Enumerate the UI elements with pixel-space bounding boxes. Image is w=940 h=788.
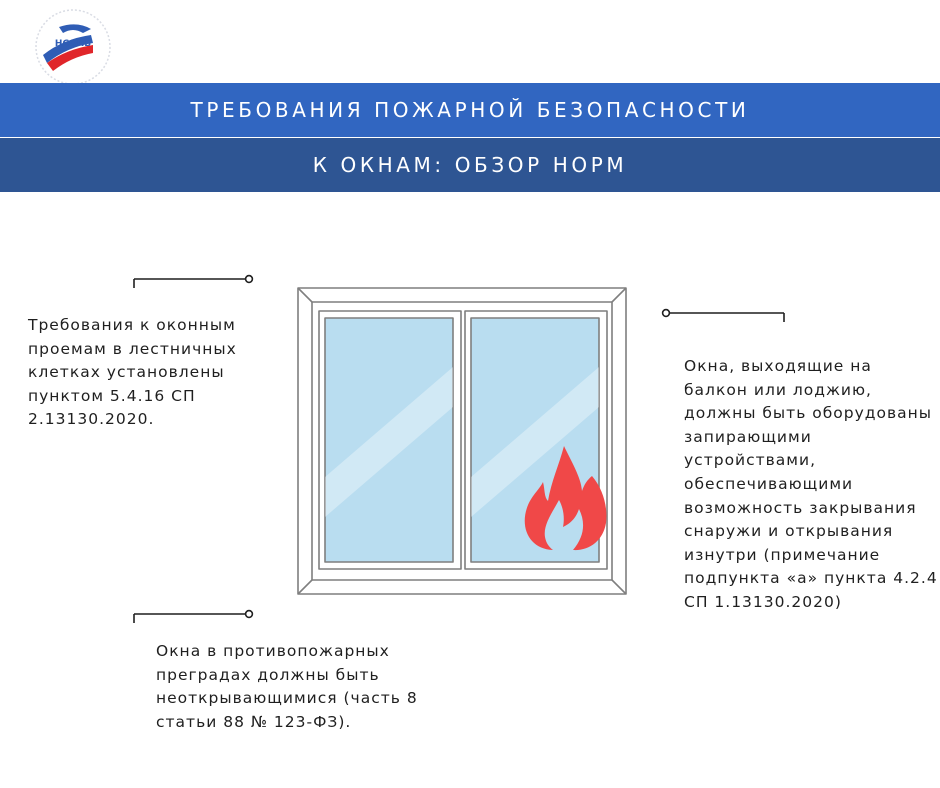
logo-text: НСОПБ (54, 39, 92, 49)
connector-right-dot (663, 310, 670, 317)
note-stairwell-windows: Требования к оконным проемам в лестничных клетках установлены пунктом 5.4.16 СП 2.13130.2020. (28, 316, 237, 429)
window-fire-icon (297, 287, 629, 597)
connector-left-dot (246, 276, 253, 283)
note-balcony-windows: Окна, выходящие на балкон или лоджию, должны быть оборудованы запирающими устройствами, обеспечивающими возможность закрывания снаружи и открывания изнутри (примечание подпункта «а» пункта 4.2.4 СП 1.13130.2020) (684, 357, 938, 611)
page-title-line2: К ОКНАМ: ОБЗОР НОРМ (312, 153, 628, 177)
page-title-line1: ТРЕБОВАНИЯ ПОЖАРНОЙ БЕЗОПАСНОСТИ (190, 98, 750, 122)
connector-bottom-dot (246, 611, 253, 618)
note-fire-barrier-windows: Окна в противопожарных преградах должны быть неоткрывающимися (часть 8 статьи 88 № 123-ФЗ). (156, 642, 418, 731)
